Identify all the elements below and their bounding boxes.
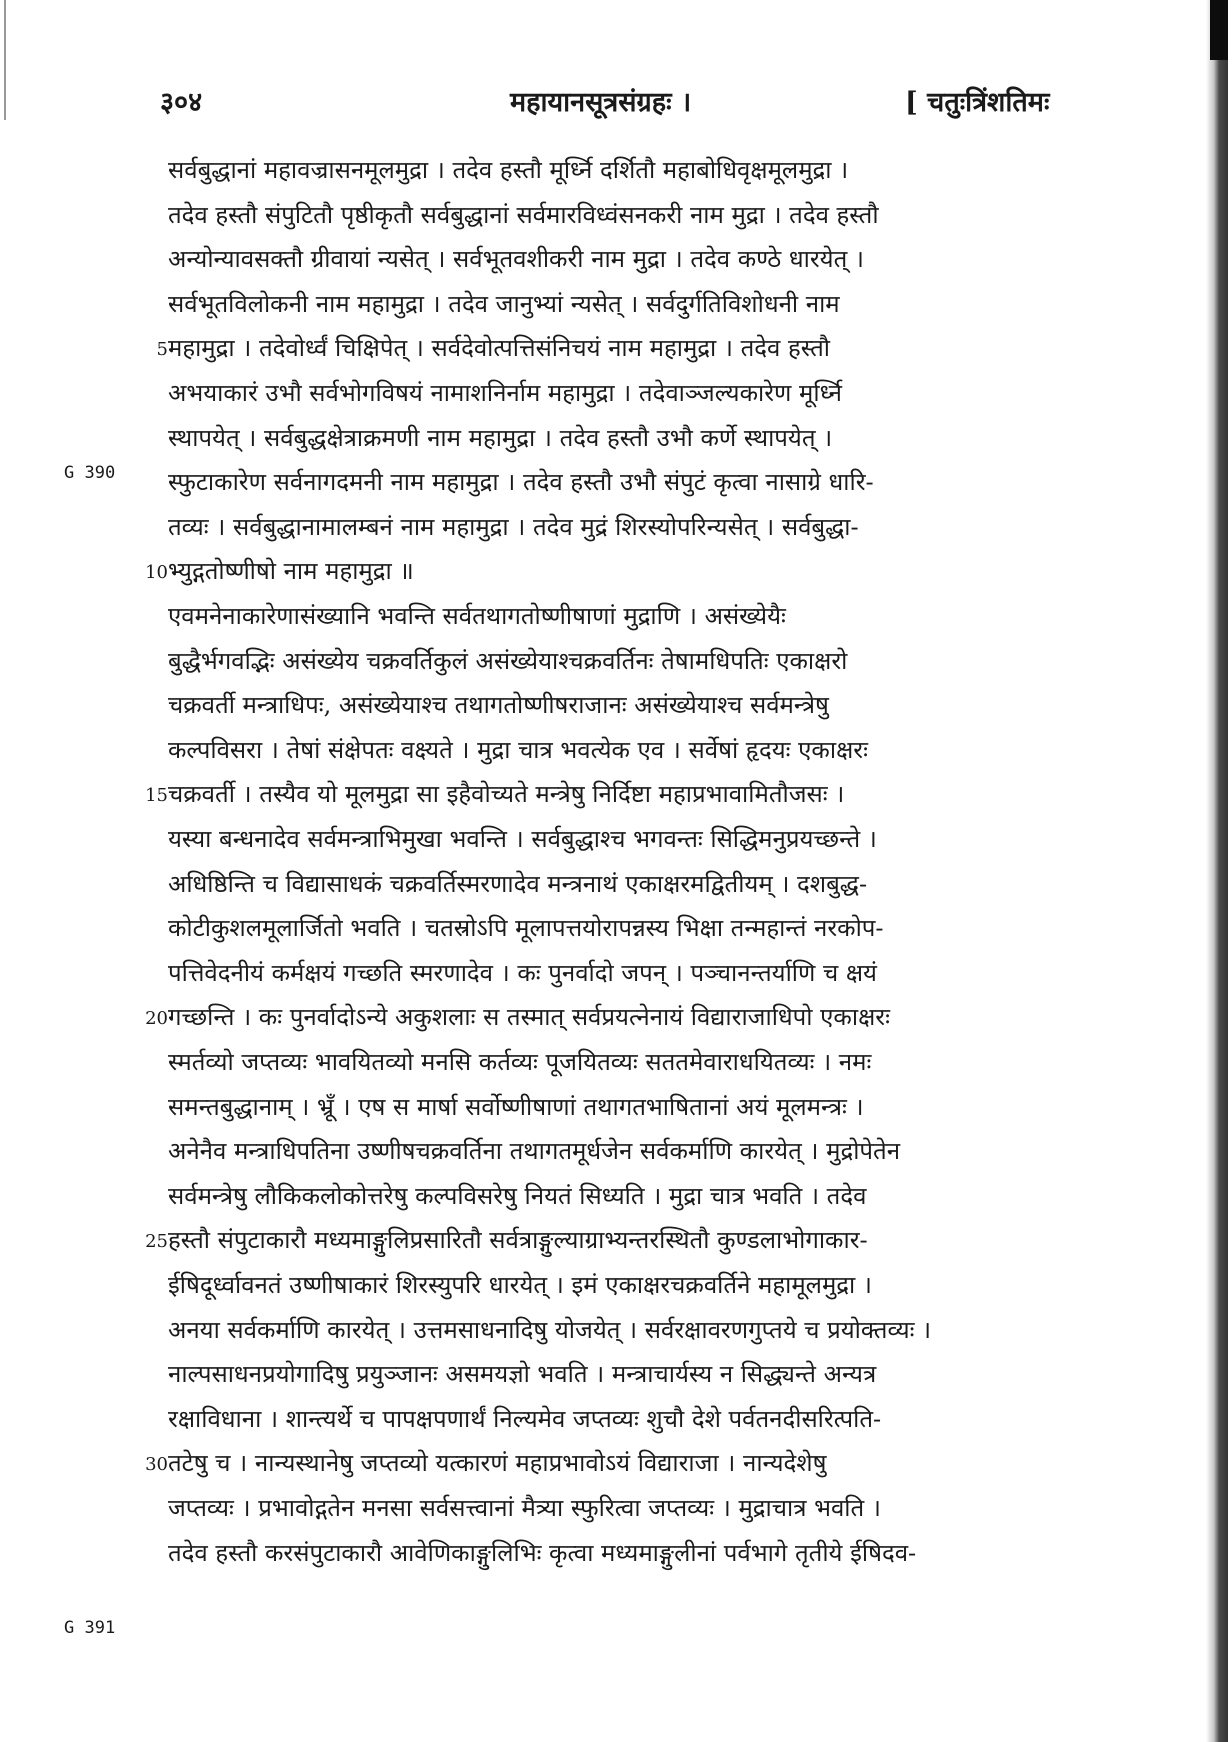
- text-line: अनेनैव मन्त्राधिपतिना उष्णीषचक्रवर्तिना तथागतमूर्धजेन सर्वकर्माणि कारयेत् । मुद्रोपेतेन: [168, 1137, 901, 1165]
- line-number: [142, 1533, 168, 1573]
- text-line: पत्तिवेदनीयं कर्मक्षयं गच्छति स्मरणादेव । कः पुनर्वादो जपन् । पञ्चानन्तर्याणि च क्षयं: [168, 959, 877, 987]
- text-line: तदेव हस्तौ संपुटितौ पृष्ठीकृतौ सर्वबुद्धानां सर्वमारविध्वंसनकरी नाम मुद्रा । तदेव हस्तौ: [168, 201, 879, 229]
- line-number: [142, 1399, 168, 1439]
- line-number: [142, 730, 168, 770]
- text-line: तव्यः । सर्वबुद्धानामालम्बनं नाम महामुद्रा । तदेव मुद्रं शिरस्योपरिन्यसेत् । सर्वबुद्धा-: [168, 513, 859, 541]
- text-line: ईषिदूर्ध्वावनतं उष्णीषाकारं शिरस्युपरि धारयेत् । इमं एकाक्षरचक्रवर्तिने महामूलमुद्रा ।: [168, 1271, 872, 1299]
- line-number: [142, 1488, 168, 1528]
- text-line: स्मर्तव्यो जप्तव्यः भावयितव्यो मनसि कर्तव्यः पूजयितव्यः सततमेवाराधयितव्यः । नमः: [168, 1048, 872, 1076]
- line-number: [142, 685, 168, 725]
- line-number: [142, 1042, 168, 1082]
- line-number: [142, 150, 168, 190]
- section-title: [ चतुःत्रिंशतिमः: [905, 87, 1050, 118]
- line-number: 5: [156, 339, 168, 360]
- text-line: रक्षाविधाना । शान्त्यर्थे च पापक्षपणार्थं निल्यमेव जप्तव्यः शुचौ देशे पर्वतनदीसरित्पति-: [168, 1405, 882, 1433]
- text-line: अन्योन्यावसक्तौ ग्रीवायां न्यसेत् । सर्वभूतवशीकरी नाम मुद्रा । तदेव कण्ठे धारयेत् ।: [168, 245, 864, 273]
- text-line: अनया सर्वकर्माणि कारयेत् । उत्तमसाधनादिषु योजयेत् । सर्वरक्षावरणगुप्तये च प्रयोक्तव्यः ।: [168, 1316, 932, 1344]
- running-title: महायानसूत्रसंग्रहः ।: [510, 87, 692, 118]
- text-line: चक्रवर्ती मन्त्राधिपः, असंख्येयाश्च तथागतोष्णीषराजानः असंख्येयाश्च सर्वमन्त्रेषु: [168, 691, 829, 719]
- line-number: [142, 908, 168, 948]
- line-number: 20: [145, 1008, 168, 1029]
- line-number: 15: [145, 785, 168, 806]
- text-line: हस्तौ संपुटाकारौ मध्यमाङ्गुलिप्रसारितौ सर्वत्राङ्गुल्याग्राभ्यन्तरस्थितौ कुण्डलाभोगाकार-: [168, 1226, 868, 1254]
- text-line: सर्वमन्त्रेषु लौकिकलोकोत्तरेषु कल्पविसरेषु नियतं सिध्यति । मुद्रा चात्र भवति । तदेव: [168, 1182, 867, 1210]
- text-line: महामुद्रा । तदेवोर्ध्वं चिक्षिपेत् । सर्वदेवोत्पत्तिसंनिचयं नाम महामुद्रा । तदेव हस्तौ: [168, 334, 830, 362]
- book-spine-shadow: [1206, 0, 1228, 1742]
- line-number: [142, 1265, 168, 1305]
- line-number: [142, 819, 168, 859]
- line-number: [142, 1310, 168, 1350]
- margin-reference: G 391: [64, 1618, 116, 1638]
- line-number: [142, 1354, 168, 1394]
- text-line: जप्तव्यः । प्रभावोद्गतेन मनसा सर्वसत्त्वानां मैत्र्या स्फुरित्वा जप्तव्यः । मुद्राचात्र भवति ।: [168, 1494, 881, 1522]
- text-line: सर्वबुद्धानां महावज्रासनमूलमुद्रा । तदेव हस्तौ मूर्ध्नि दर्शितौ महाबोधिवृक्षमूलमुद्रा ।: [168, 156, 849, 184]
- text-line: तदेव हस्तौ करसंपुटाकारौ आवेणिकाङ्गुलिभिः कृत्वा मध्यमाङ्गुलीनां पर्वभागे तृतीये ईषिदव-: [168, 1539, 917, 1567]
- book-spine-top: [1210, 0, 1228, 60]
- line-number: [142, 284, 168, 324]
- text-line: भ्युद्गतोष्णीषो नाम महामुद्रा ॥: [168, 557, 414, 585]
- text-line: एवमनेनाकारेणासंख्यानि भवन्ति सर्वतथागतोष्णीषाणां मुद्राणि । असंख्येयैः: [168, 602, 786, 630]
- line-number: 10: [145, 562, 168, 583]
- line-number: [142, 641, 168, 681]
- line-number: 25: [145, 1231, 168, 1252]
- text-line: गच्छन्ति । कः पुनर्वादोऽन्ये अकुशलाः स तस्मात् सर्वप्रयत्नेनायं विद्याराजाधिपो एकाक्षरः: [168, 1003, 890, 1031]
- line-number: [142, 1176, 168, 1216]
- page-number: ३०४: [160, 87, 203, 118]
- text-line: कोटीकुशलमूलार्जितो भवति । चतस्रोऽपि मूलापत्तयोरापन्नस्य भिक्षा तन्महान्तं नरकोप-: [168, 914, 884, 942]
- text-line: तटेषु च । नान्यस्थानेषु जप्तव्यो यत्कारणं महाप्रभावोऽयं विद्याराजा । नान्यदेशेषु: [168, 1449, 827, 1477]
- text-line: समन्तबुद्धानाम् । भ्रूँ । एष स मार्षा सर्वोष्णीषाणां तथागतभाषितानां अयं मूलमन्त्रः ।: [168, 1093, 864, 1121]
- text-line: बुद्धैर्भगवद्भिः असंख्येय चक्रवर्तिकुलं असंख्येयाश्चक्रवर्तिनः तेषामधिपतिः एकाक्षरो: [168, 647, 848, 675]
- text-line: नाल्पसाधनप्रयोगादिषु प्रयुञ्जानः असमयज्ञो भवति । मन्त्राचार्यस्य न सिद्ध्यन्ते अन्यत्र: [168, 1360, 877, 1388]
- text-line: चक्रवर्ती । तस्यैव यो मूलमुद्रा सा इहैवोच्यते मन्त्रेषु निर्दिष्टा महाप्रभावामितौजसः ।: [168, 780, 845, 808]
- line-number: [142, 507, 168, 547]
- text-line: स्थापयेत् । सर्वबुद्धक्षेत्राक्रमणी नाम महामुद्रा । तदेव हस्तौ उभौ कर्णे स्थापयेत् ।: [168, 424, 833, 452]
- text-line: यस्या बन्धनादेव सर्वमन्त्राभिमुखा भवन्ति । सर्वबुद्धाश्च भगवन्तः सिद्धिमनुप्रयच्छन्ते ।: [168, 825, 877, 853]
- text-line: स्फुटाकारेण सर्वनागदमनी नाम महामुद्रा । तदेव हस्तौ उभौ संपुटं कृत्वा नासाग्रे धारि-: [168, 468, 874, 496]
- line-number: [142, 953, 168, 993]
- line-number: [142, 418, 168, 458]
- text-line: सर्वभूतविलोकनी नाम महामुद्रा । तदेव जानुभ्यां न्यसेत् । सर्वदुर्गतिविशोधनी नाम: [168, 290, 840, 318]
- line-number: [142, 1087, 168, 1127]
- text-line: अधिष्ठिन्ति च विद्यासाधकं चक्रवर्तिस्मरणादेव मन्त्रनाथं एकाक्षरमद्वितीयम् । दशबुद्ध-: [168, 870, 868, 898]
- line-number: [142, 864, 168, 904]
- line-number: [142, 596, 168, 636]
- text-line: अभयाकारं उभौ सर्वभोगविषयं नामाशनिर्नाम महामुद्रा । तदेवाञ्जल्यकारेण मूर्ध्नि: [168, 379, 842, 407]
- line-number: 30: [145, 1454, 168, 1475]
- line-number: [142, 373, 168, 413]
- margin-reference: G 390: [64, 463, 116, 483]
- line-number: [142, 1131, 168, 1171]
- line-number: [142, 195, 168, 235]
- text-line: कल्पविसरा । तेषां संक्षेपतः वक्ष्यते । मुद्रा चात्र भवत्येक एव । सर्वेषां हृदयः एकाक्षरः: [168, 736, 868, 764]
- line-number: [142, 462, 168, 502]
- running-header: [0, 82, 1232, 122]
- line-number: [142, 239, 168, 279]
